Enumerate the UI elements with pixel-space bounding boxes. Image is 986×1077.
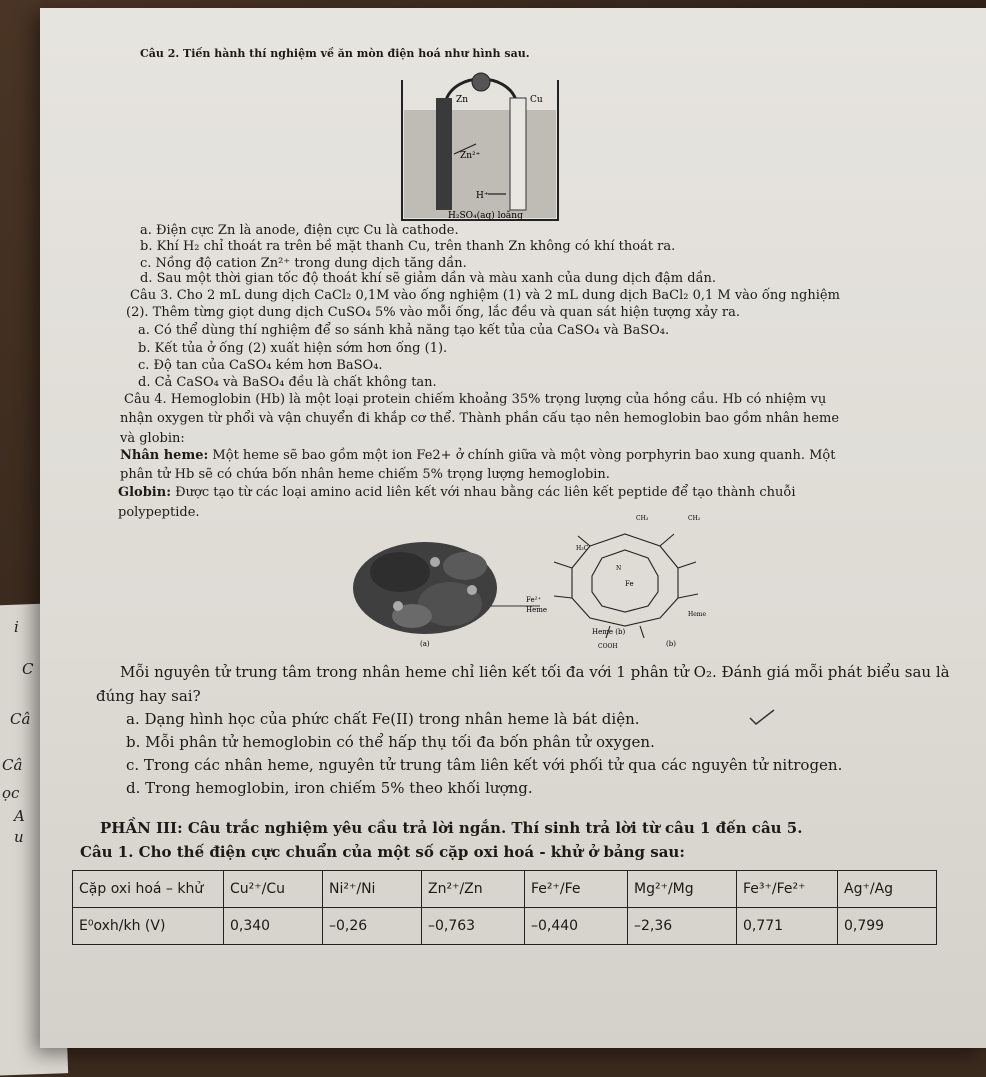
table-cell: Zn²⁺/Zn: [422, 871, 525, 908]
n-label: N: [616, 565, 622, 572]
part3-title: PHẦN III: Câu trắc nghiệm yêu cầu trả lời ngắn. Thí sinh trả lời từ câu 1 đến câu 5.: [100, 819, 803, 837]
table-cell: 0,340: [224, 908, 323, 945]
cooh-label: COOH: [598, 643, 618, 650]
q4-line2: nhận oxygen từ phổi và vận chuyển đi khắp cơ thể. Thành phần cấu tạo nên hemoglobin bao gồm nhân heme: [120, 411, 840, 426]
table-cell: Fe²⁺/Fe: [525, 871, 628, 908]
solution-label: H₂SO₄(aq) loãng: [448, 211, 523, 221]
q4-globin-line1: Globin: Được tạo từ các loại amino acid liên kết với nhau bằng các liên kết peptide để tạo thành chuỗi: [118, 485, 796, 500]
q4-line3: và globin:: [120, 431, 185, 446]
q3-option-c: c. Độ tan của CaSO₄ kém hơn BaSO₄.: [138, 358, 383, 373]
h3c-label: H₃C: [576, 545, 589, 552]
table-cell: Mg²⁺/Mg: [628, 871, 737, 908]
table-cell: Ag⁺/Ag: [838, 871, 937, 908]
margin-fragment: u: [14, 828, 24, 846]
heme-label-b: Heme: [688, 611, 707, 618]
table-cell: 0,799: [838, 908, 937, 945]
heme-b-caption: Heme (b): [592, 628, 626, 636]
margin-fragment: i: [14, 618, 19, 636]
table-cell: 0,771: [737, 908, 838, 945]
margin-fragment: C: [22, 660, 34, 678]
q3-line1: Câu 3. Cho 2 mL dung dịch CaCl₂ 0,1M vào ống nghiệm (1) và 2 mL dung dịch BaCl₂ 0,1 M vào ống nghiệm: [130, 288, 840, 303]
cu-label: Cu: [530, 95, 543, 105]
redox-potential-table: [72, 870, 937, 945]
figure-b-label: (b): [666, 640, 676, 648]
margin-fragment: A: [14, 807, 25, 825]
hemoglobin-protein-image: [353, 542, 540, 634]
q3-option-d: d. Cả CaSO₄ và BaSO₄ đều là chất không tan.: [138, 375, 437, 390]
q3-option-a: a. Có thể dùng thí nghiệm để so sánh khả năng tạo kết tủa của CaSO₄ và BaSO₄.: [138, 323, 670, 338]
table-cell: –2,36: [628, 908, 737, 945]
q2-option-c: c. Nồng độ cation Zn²⁺ trong dung dịch tăng dần.: [140, 256, 467, 271]
part3-q1: Câu 1. Cho thế điện cực chuẩn của một số cặp oxi hoá - khử ở bảng sau:: [80, 843, 685, 861]
ch2-label: CH₂: [688, 515, 701, 522]
table-cell: Ni²⁺/Ni: [323, 871, 422, 908]
electrochemical-cell-diagram: [396, 70, 566, 226]
q4-option-d: d. Trong hemoglobin, iron chiếm 5% theo khối lượng.: [126, 779, 533, 797]
q4-option-a: a. Dạng hình học của phức chất Fe(II) trong nhân heme là bát diện.: [126, 710, 640, 728]
q4-heme-line2: phân tử Hb sẽ có chứa bốn nhân heme chiếm 5% trọng lượng hemoglobin.: [120, 467, 610, 482]
q4-statement-line1: Mỗi nguyên tử trung tâm trong nhân heme chỉ liên kết tối đa với 1 phân tử O₂. Đánh giá mỗi phát biểu sau là: [120, 663, 950, 681]
q4-heme-line1: Nhân heme: Một heme sẽ bao gồm một ion Fe2+ ở chính giữa và một vòng porphyrin bao xung quanh. Một: [120, 448, 836, 463]
table-row2-header: E⁰oxh/kh (V): [73, 908, 224, 945]
q4-statement-line2: đúng hay sai?: [96, 687, 201, 705]
q2-option-d: d. Sau một thời gian tốc độ thoát khí sẽ giảm dần và màu xanh của dung dịch đậm dần.: [140, 271, 717, 286]
hemoglobin-figure: [340, 506, 720, 654]
table-row1-header: Cặp oxi hoá – khử: [73, 871, 224, 908]
fe-label: Fe²⁺: [526, 596, 542, 604]
fe-center-label: Fe: [625, 580, 634, 588]
heme-label-a: Heme: [526, 606, 548, 614]
table-row: [73, 871, 937, 908]
table-row: [73, 908, 937, 945]
q2-option-b: b. Khí H₂ chỉ thoát ra trên bề mặt thanh Cu, trên thanh Zn không có khí thoát ra.: [140, 239, 676, 254]
q4-option-b: b. Mỗi phân tử hemoglobin có thể hấp thụ tối đa bốn phân tử oxygen.: [126, 733, 655, 751]
checkmark-icon: [748, 708, 776, 726]
table-cell: –0,763: [422, 908, 525, 945]
q2-title: Câu 2. Tiến hành thí nghiệm về ăn mòn điện hoá như hình sau.: [140, 47, 530, 60]
q2-option-a: a. Điện cực Zn là anode, điện cực Cu là cathode.: [140, 223, 459, 238]
margin-fragment: Câ: [2, 756, 23, 774]
table-cell: Fe³⁺/Fe²⁺: [737, 871, 838, 908]
table-cell: –0,440: [525, 908, 628, 945]
q3-line2: (2). Thêm từng giọt dung dịch CuSO₄ 5% vào mỗi ống, lắc đều và quan sát hiện tượng xảy ra.: [126, 305, 741, 320]
h-ion-label: H⁺: [476, 191, 489, 201]
q4-option-c: c. Trong các nhân heme, nguyên tử trung tâm liên kết với phối tử qua các nguyên tử nitrogen.: [126, 756, 843, 774]
ch3-label: CH₃: [636, 515, 649, 522]
q4-line1: Câu 4. Hemoglobin (Hb) là một loại protein chiếm khoảng 35% trọng lượng của hồng cầu. Hb có nhiệm vụ: [124, 392, 827, 407]
margin-fragment: Câ: [10, 710, 31, 728]
zn-label: Zn: [456, 95, 469, 105]
table-cell: –0,26: [323, 908, 422, 945]
zn-ion-label: Zn²⁺: [460, 151, 481, 161]
margin-fragment: ọc: [2, 784, 20, 802]
figure-a-label: (a): [420, 640, 430, 648]
q3-option-b: b. Kết tủa ở ống (2) xuất hiện sớm hơn ống (1).: [138, 341, 448, 356]
table-cell: Cu²⁺/Cu: [224, 871, 323, 908]
q4-globin-line2: polypeptide.: [118, 505, 200, 520]
